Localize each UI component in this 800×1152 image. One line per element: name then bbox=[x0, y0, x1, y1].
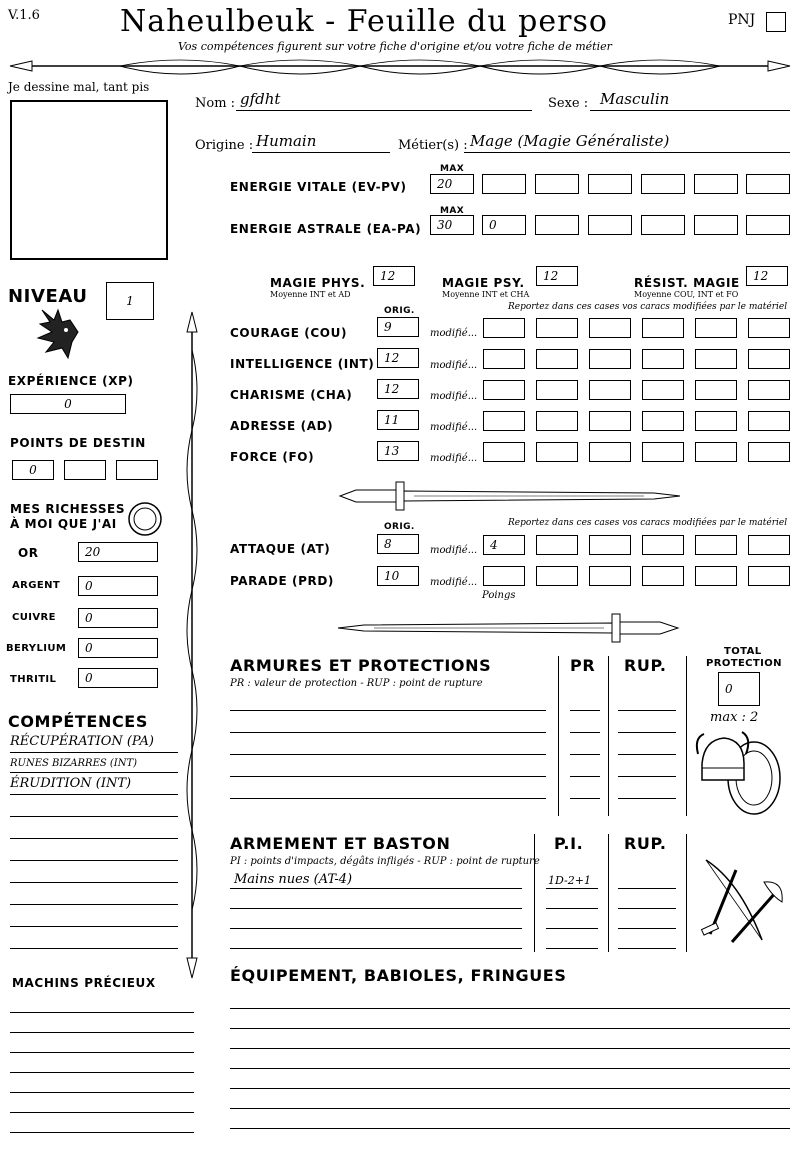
total-label-1: TOTAL bbox=[724, 646, 762, 657]
page-subtitle: Vos compétences figurent sur votre fiche d'origine et/ou votre fiche de métier bbox=[178, 40, 612, 53]
cha-box[interactable] bbox=[589, 380, 631, 400]
or-label: OR bbox=[18, 546, 39, 560]
ad-box[interactable] bbox=[748, 411, 790, 431]
pnj-checkbox[interactable] bbox=[766, 12, 786, 32]
richesses-label-2: À MOI QUE J'AI bbox=[10, 517, 117, 531]
ea-box-1[interactable]: 0 bbox=[482, 215, 526, 235]
attaque-label: ATTAQUE (AT) bbox=[230, 542, 331, 556]
magie-psy-note: Moyenne INT et CHA bbox=[442, 290, 530, 299]
armure-pr-line bbox=[570, 754, 600, 755]
fo-field[interactable]: 13 bbox=[377, 441, 419, 461]
cha-box[interactable] bbox=[483, 380, 525, 400]
combat-note: Reportez dans ces cases vos caracs modifiées par le matériel bbox=[508, 518, 788, 528]
weapon-line bbox=[230, 908, 522, 909]
cou-box[interactable] bbox=[748, 318, 790, 338]
cha-box[interactable] bbox=[536, 380, 578, 400]
machins-line bbox=[10, 1032, 194, 1033]
ev-max-field[interactable]: 20 bbox=[430, 174, 474, 194]
weapon-pi-line bbox=[546, 888, 598, 889]
portrait-caption: Je dessine mal, tant pis bbox=[8, 80, 150, 94]
armure-rup-line bbox=[618, 798, 676, 799]
resist-magie-note: Moyenne COU, INT et FO bbox=[634, 290, 739, 299]
fo-box[interactable] bbox=[536, 442, 578, 462]
destin-label: POINTS DE DESTIN bbox=[10, 436, 146, 450]
cou-box[interactable] bbox=[642, 318, 684, 338]
int-modifie: modifié... bbox=[430, 360, 478, 371]
cha-field[interactable]: 12 bbox=[377, 379, 419, 399]
nom-line bbox=[236, 110, 532, 111]
armure-rup-line bbox=[618, 710, 676, 711]
equipement-line bbox=[230, 1068, 790, 1069]
armure-line bbox=[230, 798, 546, 799]
magie-psy-label: MAGIE PSY. bbox=[442, 276, 525, 290]
niveau-label: NIVEAU bbox=[8, 286, 88, 307]
competence-line bbox=[10, 882, 178, 883]
ea-box-3[interactable] bbox=[588, 215, 632, 235]
armement-legend: PI : points d'impacts, dégâts infligés - RUP : point de rupture bbox=[230, 856, 540, 867]
or-field[interactable]: 20 bbox=[78, 542, 158, 562]
armures-divider bbox=[558, 656, 559, 816]
machins-line bbox=[10, 1132, 194, 1133]
weapon-pi-line bbox=[546, 908, 598, 909]
fo-box[interactable] bbox=[748, 442, 790, 462]
cuivre-field[interactable]: 0 bbox=[78, 608, 158, 628]
magie-phys-field[interactable]: 12 bbox=[373, 266, 415, 286]
equipement-line bbox=[230, 1028, 790, 1029]
competence-line bbox=[10, 838, 178, 839]
helmet-shield-icon bbox=[694, 728, 786, 820]
dragon-icon bbox=[32, 302, 82, 362]
caracs-orig-label: ORIG. bbox=[384, 306, 415, 316]
competence-line bbox=[10, 772, 178, 773]
magie-psy-field[interactable]: 12 bbox=[536, 266, 578, 286]
niveau-field[interactable]: 1 bbox=[106, 282, 154, 320]
int-box[interactable] bbox=[483, 349, 525, 369]
machins-line bbox=[10, 1012, 194, 1013]
competence-line bbox=[10, 752, 178, 753]
xp-field[interactable]: 0 bbox=[10, 394, 126, 414]
attaque-modifie: modifié... bbox=[430, 545, 478, 556]
armure-pr-line bbox=[570, 710, 600, 711]
parade-box[interactable] bbox=[483, 566, 525, 586]
attaque-box[interactable] bbox=[642, 535, 684, 555]
armure-rup-line bbox=[618, 776, 676, 777]
ea-box-5[interactable] bbox=[694, 215, 738, 235]
competence-line bbox=[10, 904, 178, 905]
weapon-line bbox=[230, 888, 522, 889]
origine-line bbox=[252, 152, 390, 153]
armement-divider bbox=[686, 834, 687, 952]
total-label-2: PROTECTION bbox=[706, 658, 782, 669]
cuivre-label: CUIVRE bbox=[12, 612, 56, 623]
armure-pr-line bbox=[570, 776, 600, 777]
armure-line bbox=[230, 776, 546, 777]
cha-box[interactable] bbox=[642, 380, 684, 400]
ev-box-5[interactable] bbox=[694, 174, 738, 194]
xp-label: EXPÉRIENCE (XP) bbox=[8, 374, 134, 388]
cha-modifie: modifié... bbox=[430, 391, 478, 402]
parade-box[interactable] bbox=[589, 566, 631, 586]
version-label: V.1.6 bbox=[8, 8, 40, 23]
thritil-label: THRITIL bbox=[10, 674, 57, 685]
equipement-line bbox=[230, 1008, 790, 1009]
fo-box[interactable] bbox=[589, 442, 631, 462]
magie-phys-label: MAGIE PHYS. bbox=[270, 276, 366, 290]
armures-pr-header: PR bbox=[570, 656, 596, 675]
portrait-frame[interactable] bbox=[10, 100, 168, 260]
parade-box[interactable] bbox=[642, 566, 684, 586]
ad-box[interactable] bbox=[589, 411, 631, 431]
armures-divider bbox=[686, 656, 687, 816]
int-label: INTELLIGENCE (INT) bbox=[230, 357, 375, 371]
origine-field[interactable]: Humain bbox=[256, 132, 317, 150]
fo-box[interactable] bbox=[695, 442, 737, 462]
metier-label: Métier(s) : bbox=[398, 138, 468, 153]
competence-1[interactable]: RÉCUPÉRATION (PA) bbox=[10, 734, 154, 749]
weapon-1-name[interactable]: Mains nues (AT-4) bbox=[234, 872, 353, 887]
machins-title: MACHINS PRÉCIEUX bbox=[12, 976, 156, 990]
weapon-rup-line bbox=[618, 888, 676, 889]
weapon-rup-line bbox=[618, 928, 676, 929]
cou-label: COURAGE (COU) bbox=[230, 326, 348, 340]
destin-box-1[interactable]: 0 bbox=[12, 460, 54, 480]
ev-label: ENERGIE VITALE (EV-PV) bbox=[230, 180, 407, 194]
cou-box[interactable] bbox=[695, 318, 737, 338]
int-box[interactable] bbox=[642, 349, 684, 369]
weapon-1-pi[interactable]: 1D-2+1 bbox=[548, 874, 591, 887]
sword-icon bbox=[334, 478, 684, 514]
parade-field[interactable]: 10 bbox=[377, 566, 419, 586]
ev-box-3[interactable] bbox=[588, 174, 632, 194]
ad-box[interactable] bbox=[536, 411, 578, 431]
armure-rup-line bbox=[618, 732, 676, 733]
competences-title: COMPÉTENCES bbox=[8, 712, 148, 731]
competence-line bbox=[10, 948, 178, 949]
resist-magie-field[interactable]: 12 bbox=[746, 266, 788, 286]
argent-label: ARGENT bbox=[12, 580, 61, 591]
armement-divider bbox=[608, 834, 609, 952]
page-title: Naheulbeuk - Feuille du perso bbox=[120, 4, 608, 39]
armure-line bbox=[230, 754, 546, 755]
armure-pr-line bbox=[570, 798, 600, 799]
sexe-label: Sexe : bbox=[548, 96, 589, 111]
destin-box-3[interactable] bbox=[116, 460, 158, 480]
ev-box-6[interactable] bbox=[746, 174, 790, 194]
coin-icon bbox=[126, 500, 164, 538]
destin-box-2[interactable] bbox=[64, 460, 106, 480]
nom-field[interactable]: gfdht bbox=[240, 90, 281, 108]
ev-max-label: MAX bbox=[440, 164, 465, 174]
sword-icon bbox=[334, 610, 684, 646]
cou-box[interactable] bbox=[483, 318, 525, 338]
ad-field[interactable]: 11 bbox=[377, 410, 419, 430]
cou-box[interactable] bbox=[536, 318, 578, 338]
thritil-field[interactable]: 0 bbox=[78, 668, 158, 688]
cou-box[interactable] bbox=[589, 318, 631, 338]
richesses-label-1: MES RICHESSES bbox=[10, 502, 126, 516]
parade-modifie: modifié... bbox=[430, 577, 478, 588]
competence-line bbox=[10, 794, 178, 795]
ea-box-6[interactable] bbox=[746, 215, 790, 235]
ea-box-2[interactable] bbox=[535, 215, 579, 235]
int-box[interactable] bbox=[748, 349, 790, 369]
berylium-field[interactable]: 0 bbox=[78, 638, 158, 658]
equipement-line bbox=[230, 1048, 790, 1049]
weapon-rup-line bbox=[618, 948, 676, 949]
competence-line bbox=[10, 860, 178, 861]
armement-divider bbox=[534, 834, 535, 952]
int-box[interactable] bbox=[589, 349, 631, 369]
competence-line bbox=[10, 816, 178, 817]
pnj-label: PNJ bbox=[728, 12, 756, 28]
fo-label: FORCE (FO) bbox=[230, 450, 315, 464]
fo-modifie: modifié... bbox=[430, 453, 478, 464]
machins-line bbox=[10, 1072, 194, 1073]
ad-box[interactable] bbox=[642, 411, 684, 431]
int-box[interactable] bbox=[695, 349, 737, 369]
equipement-title: ÉQUIPEMENT, BABIOLES, FRINGUES bbox=[230, 966, 567, 985]
machins-line bbox=[10, 1112, 194, 1113]
weapon-pi-line bbox=[546, 928, 598, 929]
cha-box[interactable] bbox=[748, 380, 790, 400]
berylium-label: BERYLIUM bbox=[6, 643, 67, 654]
armure-line bbox=[230, 710, 546, 711]
armures-divider bbox=[608, 656, 609, 816]
vertical-spear-icon bbox=[180, 310, 204, 980]
ev-box-1[interactable] bbox=[482, 174, 526, 194]
fo-box[interactable] bbox=[483, 442, 525, 462]
int-field[interactable]: 12 bbox=[377, 348, 419, 368]
equipement-line bbox=[230, 1088, 790, 1089]
armures-title: ARMURES ET PROTECTIONS bbox=[230, 656, 492, 675]
ea-max-label: MAX bbox=[440, 206, 465, 216]
weapon-line bbox=[230, 948, 522, 949]
armement-rup-header: RUP. bbox=[624, 834, 667, 853]
armures-legend: PR : valeur de protection - RUP : point de rupture bbox=[230, 678, 483, 689]
ea-box-4[interactable] bbox=[641, 215, 685, 235]
armement-title: ARMEMENT ET BASTON bbox=[230, 834, 451, 853]
equipement-line bbox=[230, 1108, 790, 1109]
sexe-line bbox=[590, 110, 790, 111]
cou-field[interactable]: 9 bbox=[377, 317, 419, 337]
ea-label: ENERGIE ASTRALE (EA-PA) bbox=[230, 222, 422, 236]
metier-line bbox=[464, 152, 790, 153]
parade-box[interactable] bbox=[536, 566, 578, 586]
weapon-rup-line bbox=[618, 908, 676, 909]
poings-note: Poings bbox=[482, 590, 516, 601]
competence-3[interactable]: ÉRUDITION (INT) bbox=[10, 776, 132, 791]
parade-box[interactable] bbox=[748, 566, 790, 586]
origine-label: Origine : bbox=[195, 138, 254, 153]
cha-label: CHARISME (CHA) bbox=[230, 388, 353, 402]
machins-line bbox=[10, 1092, 194, 1093]
int-box[interactable] bbox=[536, 349, 578, 369]
ad-box[interactable] bbox=[483, 411, 525, 431]
ea-max-field[interactable]: 30 bbox=[430, 215, 474, 235]
competence-2[interactable]: RUNES BIZARRES (INT) bbox=[10, 758, 138, 769]
ev-box-2[interactable] bbox=[535, 174, 579, 194]
total-protection-field[interactable]: 0 bbox=[718, 672, 760, 706]
attaque-box[interactable] bbox=[536, 535, 578, 555]
attaque-box[interactable] bbox=[748, 535, 790, 555]
cha-box[interactable] bbox=[695, 380, 737, 400]
armures-rup-header: RUP. bbox=[624, 656, 667, 675]
cou-modifie: modifié... bbox=[430, 328, 478, 339]
equipement-line bbox=[230, 1128, 790, 1129]
attaque-field[interactable]: 8 bbox=[377, 534, 419, 554]
sexe-field[interactable]: Masculin bbox=[600, 90, 670, 108]
weapon-pi-line bbox=[546, 948, 598, 949]
armement-pi-header: P.I. bbox=[554, 834, 584, 853]
attaque-box[interactable] bbox=[695, 535, 737, 555]
attaque-box[interactable] bbox=[589, 535, 631, 555]
magie-phys-note: Moyenne INT et AD bbox=[270, 290, 351, 299]
parade-label: PARADE (PRD) bbox=[230, 574, 335, 588]
metier-field[interactable]: Mage (Magie Généraliste) bbox=[470, 132, 670, 150]
competence-line bbox=[10, 926, 178, 927]
armure-line bbox=[230, 732, 546, 733]
armure-pr-line bbox=[570, 732, 600, 733]
crossed-weapons-icon bbox=[692, 852, 788, 948]
combat-orig-label: ORIG. bbox=[384, 522, 415, 532]
fo-box[interactable] bbox=[642, 442, 684, 462]
max-protection-note: max : 2 bbox=[710, 710, 759, 725]
ad-box[interactable] bbox=[695, 411, 737, 431]
parade-box[interactable] bbox=[695, 566, 737, 586]
caracs-note: Reportez dans ces cases vos caracs modifiées par le matériel bbox=[508, 302, 788, 312]
argent-field[interactable]: 0 bbox=[78, 576, 158, 596]
ad-modifie: modifié... bbox=[430, 422, 478, 433]
nom-label: Nom : bbox=[195, 96, 236, 111]
ad-label: ADRESSE (AD) bbox=[230, 419, 334, 433]
resist-magie-label: RÉSIST. MAGIE bbox=[634, 276, 740, 290]
machins-line bbox=[10, 1052, 194, 1053]
armure-rup-line bbox=[618, 754, 676, 755]
weapon-line bbox=[230, 928, 522, 929]
ev-box-4[interactable] bbox=[641, 174, 685, 194]
attaque-mod-box[interactable]: 4 bbox=[483, 535, 525, 555]
